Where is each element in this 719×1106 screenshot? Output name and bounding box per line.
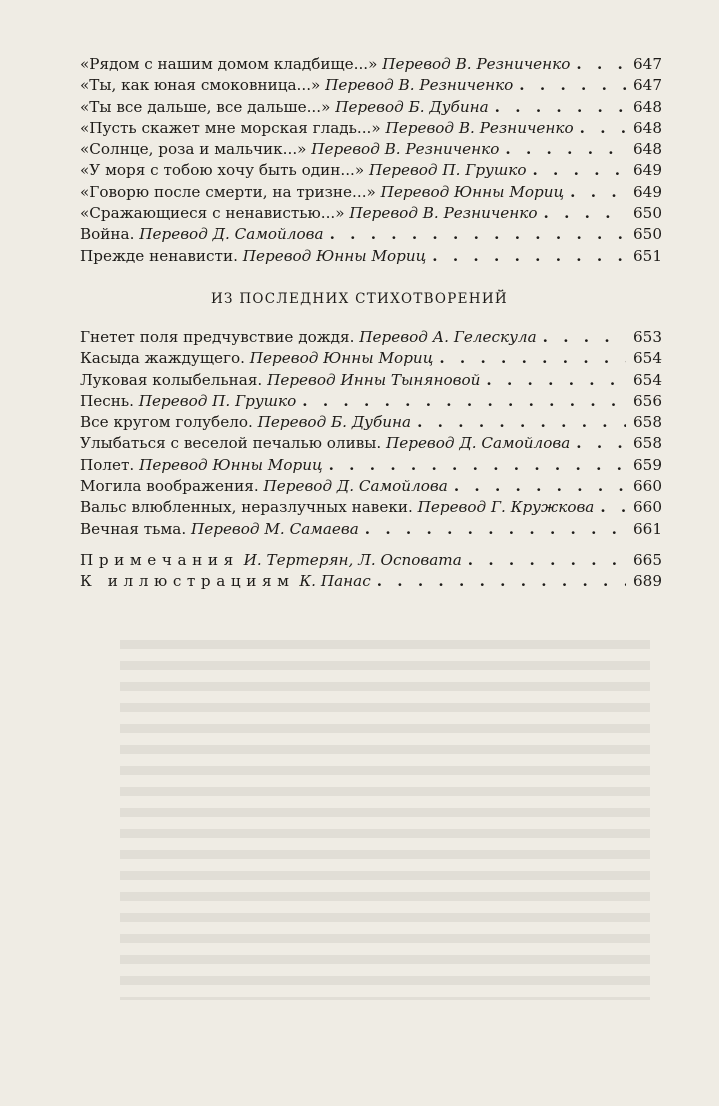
toc-page-number: 658 [633, 434, 662, 453]
toc-title: «Говорю после смерти, на тризне...» [80, 182, 376, 201]
toc-page-number: 654 [633, 370, 662, 389]
leader-dots [576, 54, 626, 75]
leader-dots [330, 224, 626, 245]
toc-translator: И. Тертерян, Л. Осповата [243, 551, 462, 569]
leader-dots [519, 75, 626, 96]
toc-translator: Перевод Г. Кружкова [417, 498, 595, 517]
toc-entry [80, 160, 662, 181]
toc-title: Примечания [80, 551, 239, 569]
toc-title: Гнетет поля предчувствие дождя. [80, 328, 355, 346]
toc-page-number: 656 [633, 391, 662, 410]
toc-title: «Ты, как юная смоковница...» [80, 76, 321, 95]
leader-dots [439, 348, 626, 369]
leader-dots [486, 370, 626, 391]
toc-entry [80, 433, 662, 454]
toc-page-number: 648 [633, 140, 662, 159]
toc-entry [80, 75, 662, 96]
toc-entry [80, 571, 662, 592]
toc-translator: Перевод Д. Самойлова [263, 477, 448, 496]
toc-translator: Перевод М. Самаева [190, 519, 359, 538]
toc-section-1 [80, 54, 662, 267]
toc-entry [80, 497, 662, 518]
leader-dots [543, 327, 626, 348]
toc-translator: К. Панас [299, 572, 371, 591]
leader-dots [495, 97, 626, 118]
toc-title: Вечная тьма. [80, 519, 187, 538]
toc-entry [80, 203, 662, 224]
toc-translator: Перевод Юнны Мориц [380, 182, 565, 201]
toc-title: Война. [80, 225, 135, 244]
toc-title: «Солнце, роза и мальчик...» [80, 140, 307, 159]
toc-entry [80, 455, 662, 476]
toc-title: «Рядом с нашим домом кладбище...» [80, 55, 378, 73]
toc-page-number: 660 [633, 498, 662, 517]
toc-entry [80, 391, 662, 412]
toc-translator: Перевод Д. Самойлова [139, 225, 324, 244]
toc-entry [80, 327, 662, 348]
toc-section-2 [80, 327, 662, 540]
toc-translator: Перевод Юнны Мориц [139, 455, 323, 474]
toc-page-number: 647 [633, 55, 662, 73]
toc-page-number: 648 [633, 118, 662, 137]
toc-title: Песнь. [80, 391, 134, 410]
toc-page-number: 649 [633, 182, 662, 201]
toc-page-number: 653 [633, 328, 662, 346]
toc-translator: Перевод Б. Дубина [335, 97, 489, 116]
leader-dots [302, 391, 626, 412]
toc-entry [80, 54, 662, 75]
toc-page-number: 661 [633, 519, 662, 538]
toc-translator: Перевод Д. Самойлова [385, 434, 571, 453]
toc-entry [80, 139, 662, 160]
section-heading: ИЗ ПОСЛЕДНИХ СТИХОТВОРЕНИЙ [210, 291, 509, 307]
toc-entry [80, 412, 662, 433]
toc-page-number: 650 [633, 204, 662, 223]
toc-translator: Перевод В. Резниченко [349, 204, 538, 223]
toc-page-number: 649 [633, 161, 662, 180]
toc-translator: Перевод В. Резниченко [325, 76, 514, 95]
toc-title: «Сражающиеся с ненавистью...» [80, 204, 345, 223]
toc-title: Вальс влюбленных, неразлучных навеки. [80, 498, 413, 517]
leader-dots [570, 182, 626, 203]
toc-page-number: 648 [633, 97, 662, 116]
leader-dots [468, 550, 626, 571]
toc-translator: Перевод В. Резниченко [382, 55, 571, 73]
toc-page-number: 651 [633, 246, 662, 265]
leader-dots [580, 118, 626, 139]
toc-title: Полет. [80, 455, 135, 474]
toc-entry [80, 476, 662, 497]
toc-title: Все кругом голубело. [80, 413, 253, 432]
toc-entry [80, 182, 662, 203]
toc-page-number: 659 [633, 455, 662, 474]
toc-page-number: 650 [633, 225, 662, 244]
toc-translator: Перевод П. Грушко [138, 391, 297, 410]
toc-appendix [80, 550, 662, 593]
toc-title: «У моря с тобою хочу быть один...» [80, 161, 365, 180]
leader-dots [365, 519, 626, 540]
toc-title: Касыда жаждущего. [80, 349, 245, 368]
toc-entry [80, 118, 662, 139]
toc-page-number: 647 [633, 76, 662, 95]
toc-entry [80, 97, 662, 118]
toc-page-number: 658 [633, 413, 662, 432]
toc-title: Прежде ненависти. [80, 246, 238, 265]
leader-dots [454, 476, 626, 497]
toc-page-number: 660 [633, 477, 662, 496]
toc-translator: Перевод В. Резниченко [385, 118, 574, 137]
leader-dots [544, 203, 626, 224]
leader-dots [505, 139, 626, 160]
show-through-text [120, 640, 650, 1000]
toc-entry [80, 370, 662, 391]
toc-entry [80, 348, 662, 369]
toc-title: «Ты все дальше, все дальше...» [80, 97, 331, 116]
toc-title: Могила воображения. [80, 477, 259, 496]
leader-dots [576, 433, 626, 454]
toc-translator: Перевод П. Грушко [369, 161, 527, 180]
toc-entry [80, 519, 662, 540]
toc-page-number: 689 [633, 572, 662, 591]
leader-dots [532, 160, 626, 181]
leader-dots [377, 571, 626, 592]
toc-translator: Перевод А. Гелескула [359, 328, 537, 346]
toc-page-number: 654 [633, 349, 662, 368]
leader-dots [417, 412, 626, 433]
toc-entry [80, 224, 662, 245]
toc-translator: Перевод Б. Дубина [257, 413, 412, 432]
toc-entry [80, 550, 662, 571]
toc-translator: Перевод В. Резниченко [311, 140, 500, 159]
leader-dots [432, 246, 626, 267]
toc-entry [80, 246, 662, 267]
leader-dots [329, 455, 626, 476]
toc-title: Луковая колыбельная. [80, 370, 263, 389]
toc-page-number: 665 [633, 551, 662, 569]
toc-translator: Перевод Юнны Мориц [249, 349, 434, 368]
leader-dots [600, 497, 626, 518]
toc-translator: Перевод Юнны Мориц [242, 246, 427, 265]
toc-translator: Перевод Инны Тыняновой [267, 370, 481, 389]
toc-title: Улыбаться с веселой печалью оливы. [80, 434, 382, 453]
toc-title: К иллюстрациям [80, 572, 295, 591]
toc-title: «Пусть скажет мне морская гладь...» [80, 118, 381, 137]
